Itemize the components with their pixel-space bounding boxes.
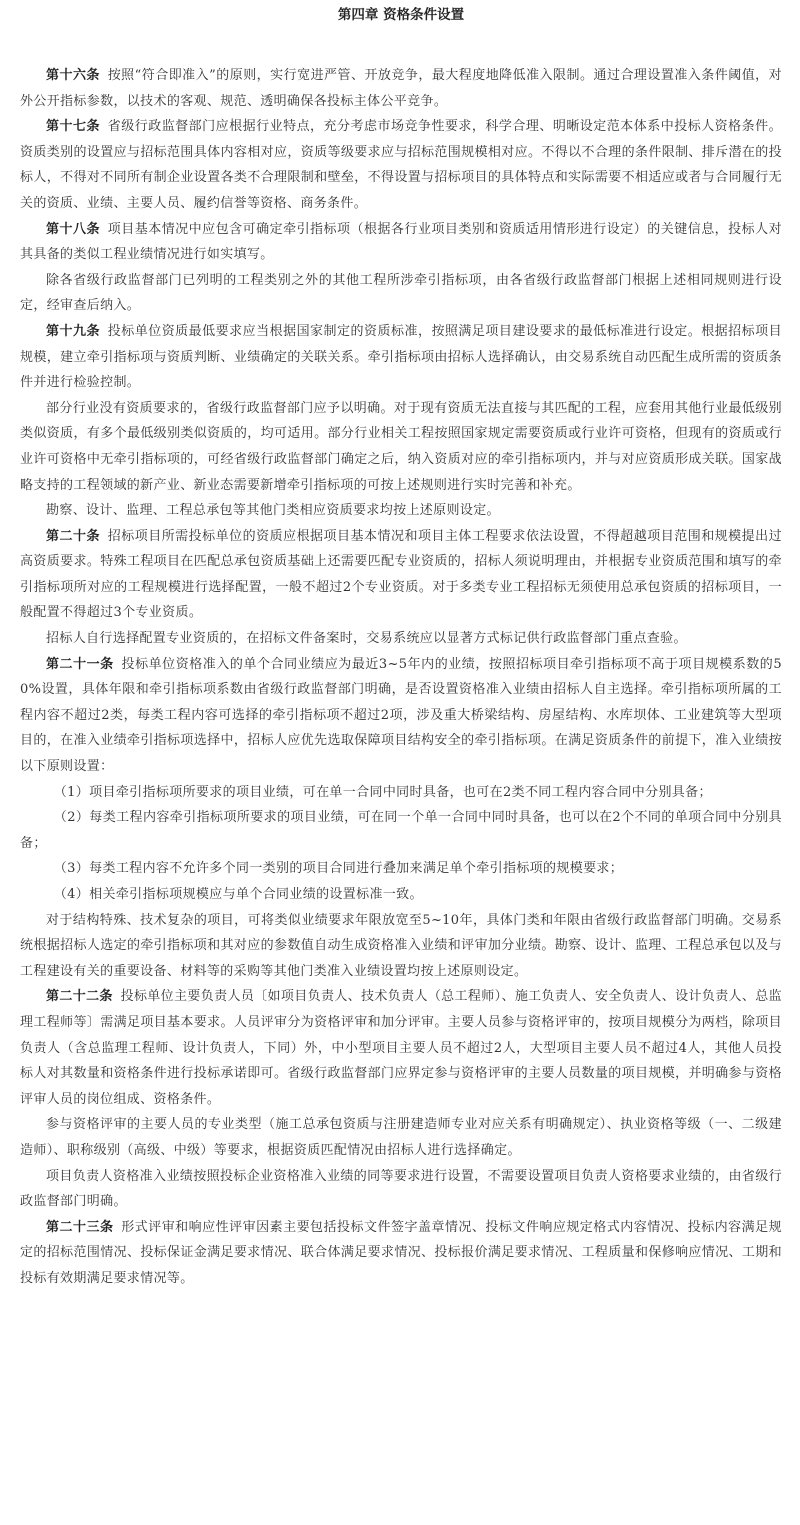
- paragraph: [20, 268, 782, 319]
- paragraph: [20, 1112, 782, 1163]
- paragraph: [20, 626, 782, 652]
- paragraph: [20, 1164, 782, 1215]
- paragraph: [20, 1215, 782, 1292]
- paragraph-text: 招标项目所需投标单位的资质应根据项目基本情况和项目主体工程要求依法设置，不得超越项目范围和规模提出过高资质要求。特殊工程项目在匹配总承包资质基础上还需要匹配专业资质的，招标人须说明理由，并根据专业资质范围和填写的牵引指标项所对应的工程规模进行选择配置，一般不超过2个专业资质。对于多类专业工程招标无须使用总承包资质的招标项目，一般配置不得超过3个专业资质。: [20, 528, 782, 621]
- paragraph: [20, 498, 782, 524]
- article-number: 第二十三条: [46, 1219, 114, 1235]
- paragraph-text: （1）项目牵引指标项所要求的项目业绩，可在单一合同中同时具备，也可在2类不同工程内容合同中分别具备；: [53, 784, 712, 800]
- paragraph-text: 形式评审和响应性评审因素主要包括投标文件签字盖章情况、投标文件响应规定格式内容情况、投标内容满足规定的招标范围情况、投标保证金满足要求情况、联合体满足要求情况、投标报价满足要求情况、工程质量和保修响应情况、工期和投标有效期满足要求情况等。: [20, 1219, 782, 1286]
- paragraph: [20, 984, 782, 1112]
- paragraph-text: 部分行业没有资质要求的，省级行政监督部门应予以明确。对于现有资质无法直接与其匹配的工程，应套用其他行业最低级别类似资质，有多个最低级别类似资质的，均可适用。部分行业相关工程按照国家规定需要资质或行业许可资格，但现有的资质或行业许可资格中无牵引指标项的，可经省级行政监督部门确定之后，纳入资质对应的牵引指标项内，并与对应资质形成关联。国家战略支持的工程领域的新产业、新业态需要新增牵引指标项的可按上述规则进行实时完善和补充。: [20, 400, 782, 493]
- list-item: [20, 805, 782, 856]
- paragraph-text: （3）每类工程内容不允许多个同一类别的项目合同进行叠加来满足单个牵引指标项的规模要求；: [53, 861, 624, 877]
- paragraph-text: 投标单位资质最低要求应当根据国家制定的资质标准，按照满足项目建设要求的最低标准进行设定。根据招标项目规模，建立牵引指标项与资质判断、业绩确定的关联关系。牵引指标项由招标人选择确认，由交易系统自动匹配生成所需的资质条件并进行检验控制。: [20, 323, 782, 391]
- paragraph-text: 项目负责人资格准入业绩按照投标企业资格准入业绩的同等要求进行设置，不需要设置项目负责人资格要求业绩的，由省级行政监督部门明确。: [20, 1168, 782, 1210]
- paragraph-text: （4）相关牵引指标项规模应与单个合同业绩的设置标准一致。: [53, 887, 423, 902]
- list-item: [20, 780, 782, 806]
- paragraph-text: 省级行政监督部门应根据行业特点，充分考虑市场竞争性要求，科学合理、明晰设定范本体系中投标人资格条件。资质类别的设置应与招标范围具体内容相对应，资质等级要求应与招标范围规模相对应。不得以不合理的条件限制、排斥潜在的投标人，不得对不同所有制企业设置各类不合理限制和壁垒，不得设置与招标项目的具体特点和实际需要不相适应或者与合同履行无关的资质、业绩、主要人员、履约信誉等资格、商务条件。: [20, 119, 782, 211]
- document-body: [20, 63, 782, 1292]
- paragraph: [20, 396, 782, 498]
- paragraph: [20, 524, 782, 626]
- paragraph-text: 项目基本情况中应包含可确定牵引指标项（根据各行业项目类别和资质适用情形进行设定）的关键信息，投标人对其具备的类似工程业绩情况进行如实填写。: [20, 221, 782, 263]
- paragraph: [20, 114, 782, 216]
- paragraph-text: 招标人自行选择配置专业资质的，在招标文件备案时，交易系统应以显著方式标记供行政监督部门重点查验。: [46, 631, 687, 647]
- list-item: [20, 882, 782, 908]
- article-number: 第二十一条: [46, 656, 114, 672]
- paragraph: [20, 652, 782, 780]
- paragraph: [20, 63, 782, 114]
- paragraph-text: 对于结构特殊、技术复杂的项目，可将类似业绩要求年限放宽至5~10年，具体门类和年限由省级行政监督部门明确。交易系统根据招标人选定的牵引指标项和其对应的参数值自动生成资格准入业绩和评审加分业绩。勘察、设计、监理、工程总承包以及与工程建设有关的重要设备、材料等的采购等其他门类准入业绩设置均按上述原则设定。: [20, 912, 782, 979]
- paragraph-text: 勘察、设计、监理、工程总承包等其他门类相应资质要求均按上述原则设定。: [46, 503, 500, 519]
- chapter-title: 第四章 资格条件设置: [337, 7, 465, 23]
- article-number: 第十九条: [46, 323, 100, 339]
- paragraph: [20, 217, 782, 268]
- list-item: [20, 856, 782, 882]
- paragraph: [20, 319, 782, 396]
- paragraph-text: （2）每类工程内容牵引指标项所要求的项目业绩，可在同一个单一合同中同时具备，也可以在2个不同的单项合同中分别具备；: [20, 810, 782, 851]
- paragraph: [20, 908, 782, 985]
- paragraph-text: 投标单位资格准入的单个合同业绩应为最近3~5年内的业绩，按照招标项目牵引指标项不高于项目规模系数的50%设置，具体年限和牵引指标项系数由省级行政监督部门明确，是否设置资格准入业绩由招标人自主选择。牵引指标项所属的工程内容不超过2类，每类工程内容可选择的牵引指标项不超过2项，涉及重大桥梁结构、房屋结构、水库坝体、工业建筑等大型项目的，在准入业绩牵引指标项选择中，招标人应优先选取保障项目结构安全的牵引指标项。在满足资质条件的前提下，准入业绩按以下原则设置：: [20, 656, 782, 775]
- article-number: 第十七条: [46, 119, 100, 135]
- article-number: 第二十二条: [46, 989, 113, 1005]
- paragraph-text: 按照“符合即准入”的原则，实行宽进严管、开放竞争，最大程度地降低准入限制。通过合理设置准入条件阈值，对外公开指标参数，以技术的客观、规范、透明确保各投标主体公平竞争。: [20, 68, 782, 109]
- article-number: 第十六条: [46, 68, 100, 83]
- paragraph-text: 投标单位主要负责人员〔如项目负责人、技术负责人（总工程师）、施工负责人、安全负责人、设计负责人、总监理工程师等〕需满足项目基本要求。人员评审分为资格评审和加分评审。主要人员参与资格评审的，按项目规模分为两档，除项目负责人（含总监理工程师、设计负责人，下同）外，中小型项目主要人员不超过2人，大型项目主要人员不超过4人，其他人员投标人对其数量和资格条件进行投标承诺即可。省级行政监督部门应界定参与资格评审的主要人员数量的项目规模，并明确参与资格评审人员的岗位组成、资格条件。: [20, 989, 782, 1107]
- paragraph-text: 除各省级行政监督部门已列明的工程类别之外的其他工程所涉牵引指标项，由各省级行政监督部门根据上述相同规则进行设定，经审查后纳入。: [20, 272, 782, 314]
- article-number: 第十八条: [46, 221, 100, 237]
- article-number: 第二十条: [46, 528, 100, 544]
- paragraph-text: 参与资格评审的主要人员的专业类型（施工总承包资质与注册建造师专业对应关系有明确规定）、执业资格等级（一、二级建造师）、职称级别（高级、中级）等要求，根据资质匹配情况由招标人进行选择确定。: [20, 1117, 782, 1158]
